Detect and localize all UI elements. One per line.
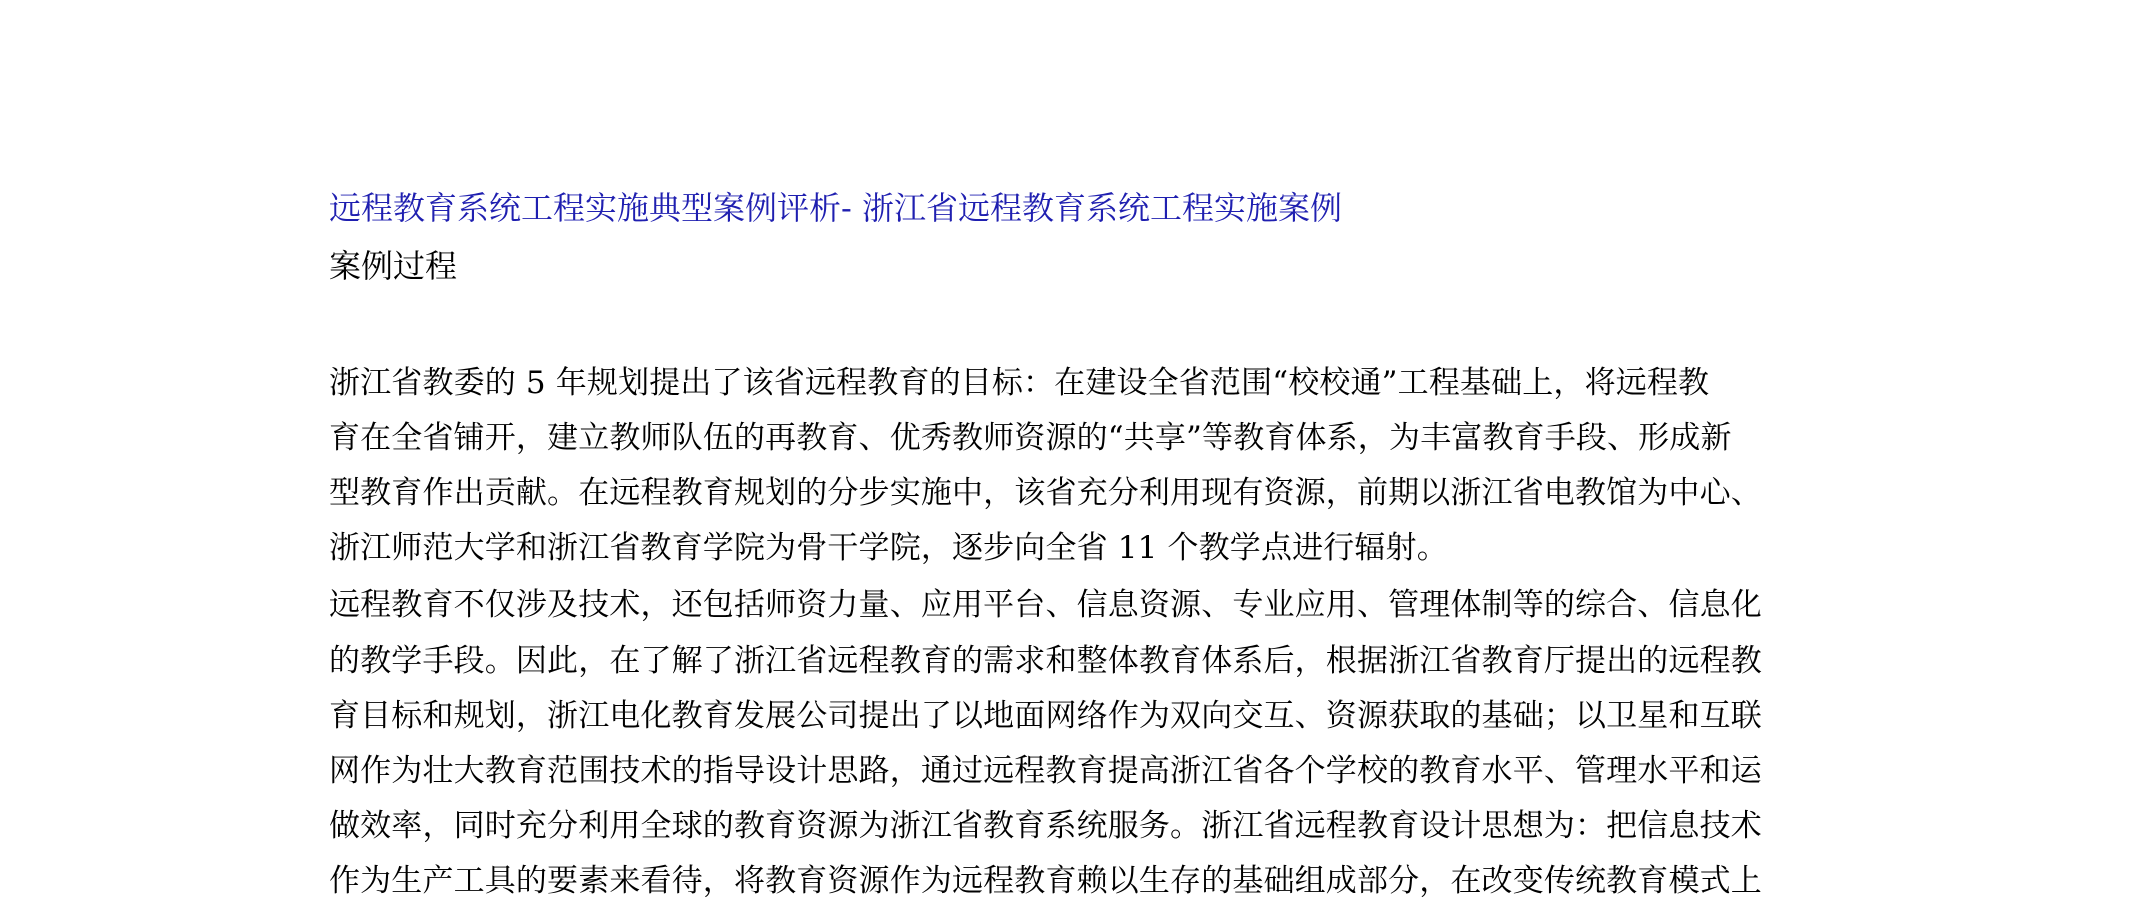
paragraph-1-line-4: 浙江师范大学和浙江省教育学院为骨干学院，逐步向全省 11 个教学点进行辐射。 — [329, 530, 1448, 566]
paragraph-2-line-5: 做效率，同时充分利用全球的教育资源为浙江省教育系统服务。浙江省远程教育设计思想为：把信息技术 — [329, 808, 1762, 844]
paragraph-1-line-1: 浙江省教委的 5 年规划提出了该省远程教育的目标：在建设全省范围“校校通”工程基础上，将远程教 — [329, 365, 1710, 401]
section-heading: 案例过程 — [329, 247, 458, 285]
paragraph-2-line-2: 的教学手段。因此，在了解了浙江省远程教育的需求和整体教育体系后，根据浙江省教育厅提出的远程教 — [329, 643, 1762, 679]
paragraph-2-line-4: 网作为壮大教育范围技术的指导设计思路，通过远程教育提高浙江省各个学校的教育水平、管理水平和运 — [329, 753, 1762, 789]
paragraph-1-line-3: 型教育作出贡献。在远程教育规划的分步实施中，该省充分利用现有资源，前期以浙江省电教馆为中心、 — [329, 475, 1762, 511]
paragraph-1-line-2: 育在全省铺开，建立教师队伍的再教育、优秀教师资源的“共享”等教育体系，为丰富教育手段、形成新 — [329, 420, 1732, 456]
paragraph-2-line-6: 作为生产工具的要素来看待，将教育资源作为远程教育赖以生存的基础组成部分，在改变传统教育模式上 — [329, 863, 1762, 899]
paragraph-2-line-1: 远程教育不仅涉及技术，还包括师资力量、应用平台、信息资源、专业应用、管理体制等的综合、信息化 — [329, 587, 1762, 623]
paragraph-2-line-3: 育目标和规划，浙江电化教育发展公司提出了以地面网络作为双向交互、资源获取的基础；以卫星和互联 — [329, 698, 1762, 734]
document-title: 远程教育系统工程实施典型案例评析- 浙江省远程教育系统工程实施案例 — [329, 189, 1342, 227]
